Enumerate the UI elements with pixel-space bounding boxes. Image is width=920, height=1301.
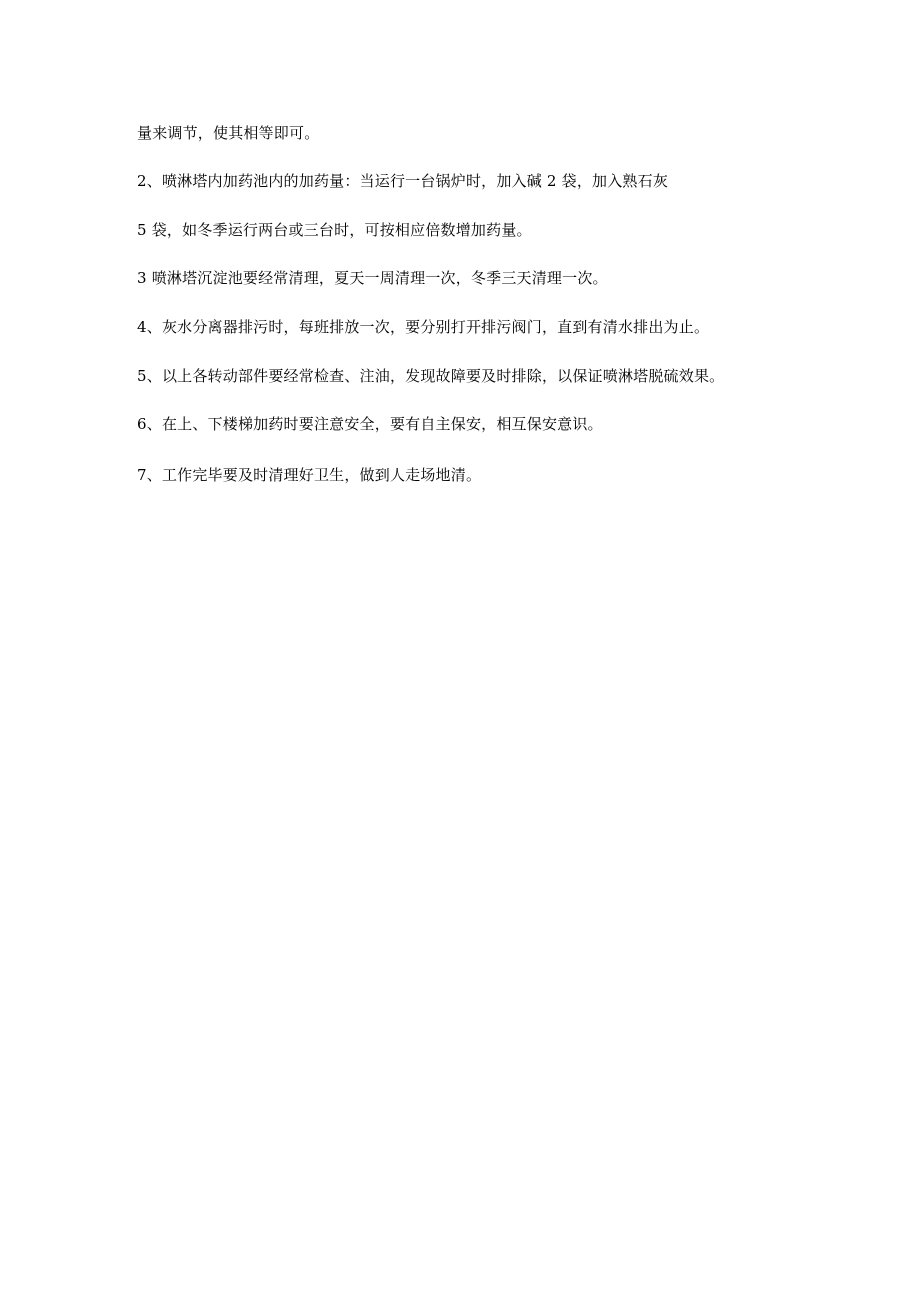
item-6-stair-safety: 6、在上、下楼梯加药时要注意安全，要有自主保安，相互保安意识。 — [137, 415, 603, 433]
item-5-rotating-parts: 5、以上各转动部件要经常检查、注油，发现故障要及时排除，以保证喷淋塔脱硫效果。 — [137, 367, 725, 385]
item-2-dosing-amount: 2、喷淋塔内加药池内的加药量：当运行一台锅炉时，加入碱 2 袋，加入熟石灰 — [137, 172, 669, 190]
paragraph-continuation: 量来调节，使其相等即可。 — [137, 124, 320, 142]
item-2-continuation: 5 袋，如冬季运行两台或三台时，可按相应倍数增加药量。 — [137, 221, 532, 239]
item-3-sedimentation-tank: 3 喷淋塔沉淀池要经常清理，夏天一周清理一次，冬季三天清理一次。 — [137, 269, 608, 287]
item-7-cleanup: 7、工作完毕要及时清理好卫生，做到人走场地清。 — [137, 466, 482, 484]
item-4-ash-water-separator: 4、灰水分离器排污时，每班排放一次，要分别打开排污阀门，直到有清水排出为止。 — [137, 318, 710, 336]
